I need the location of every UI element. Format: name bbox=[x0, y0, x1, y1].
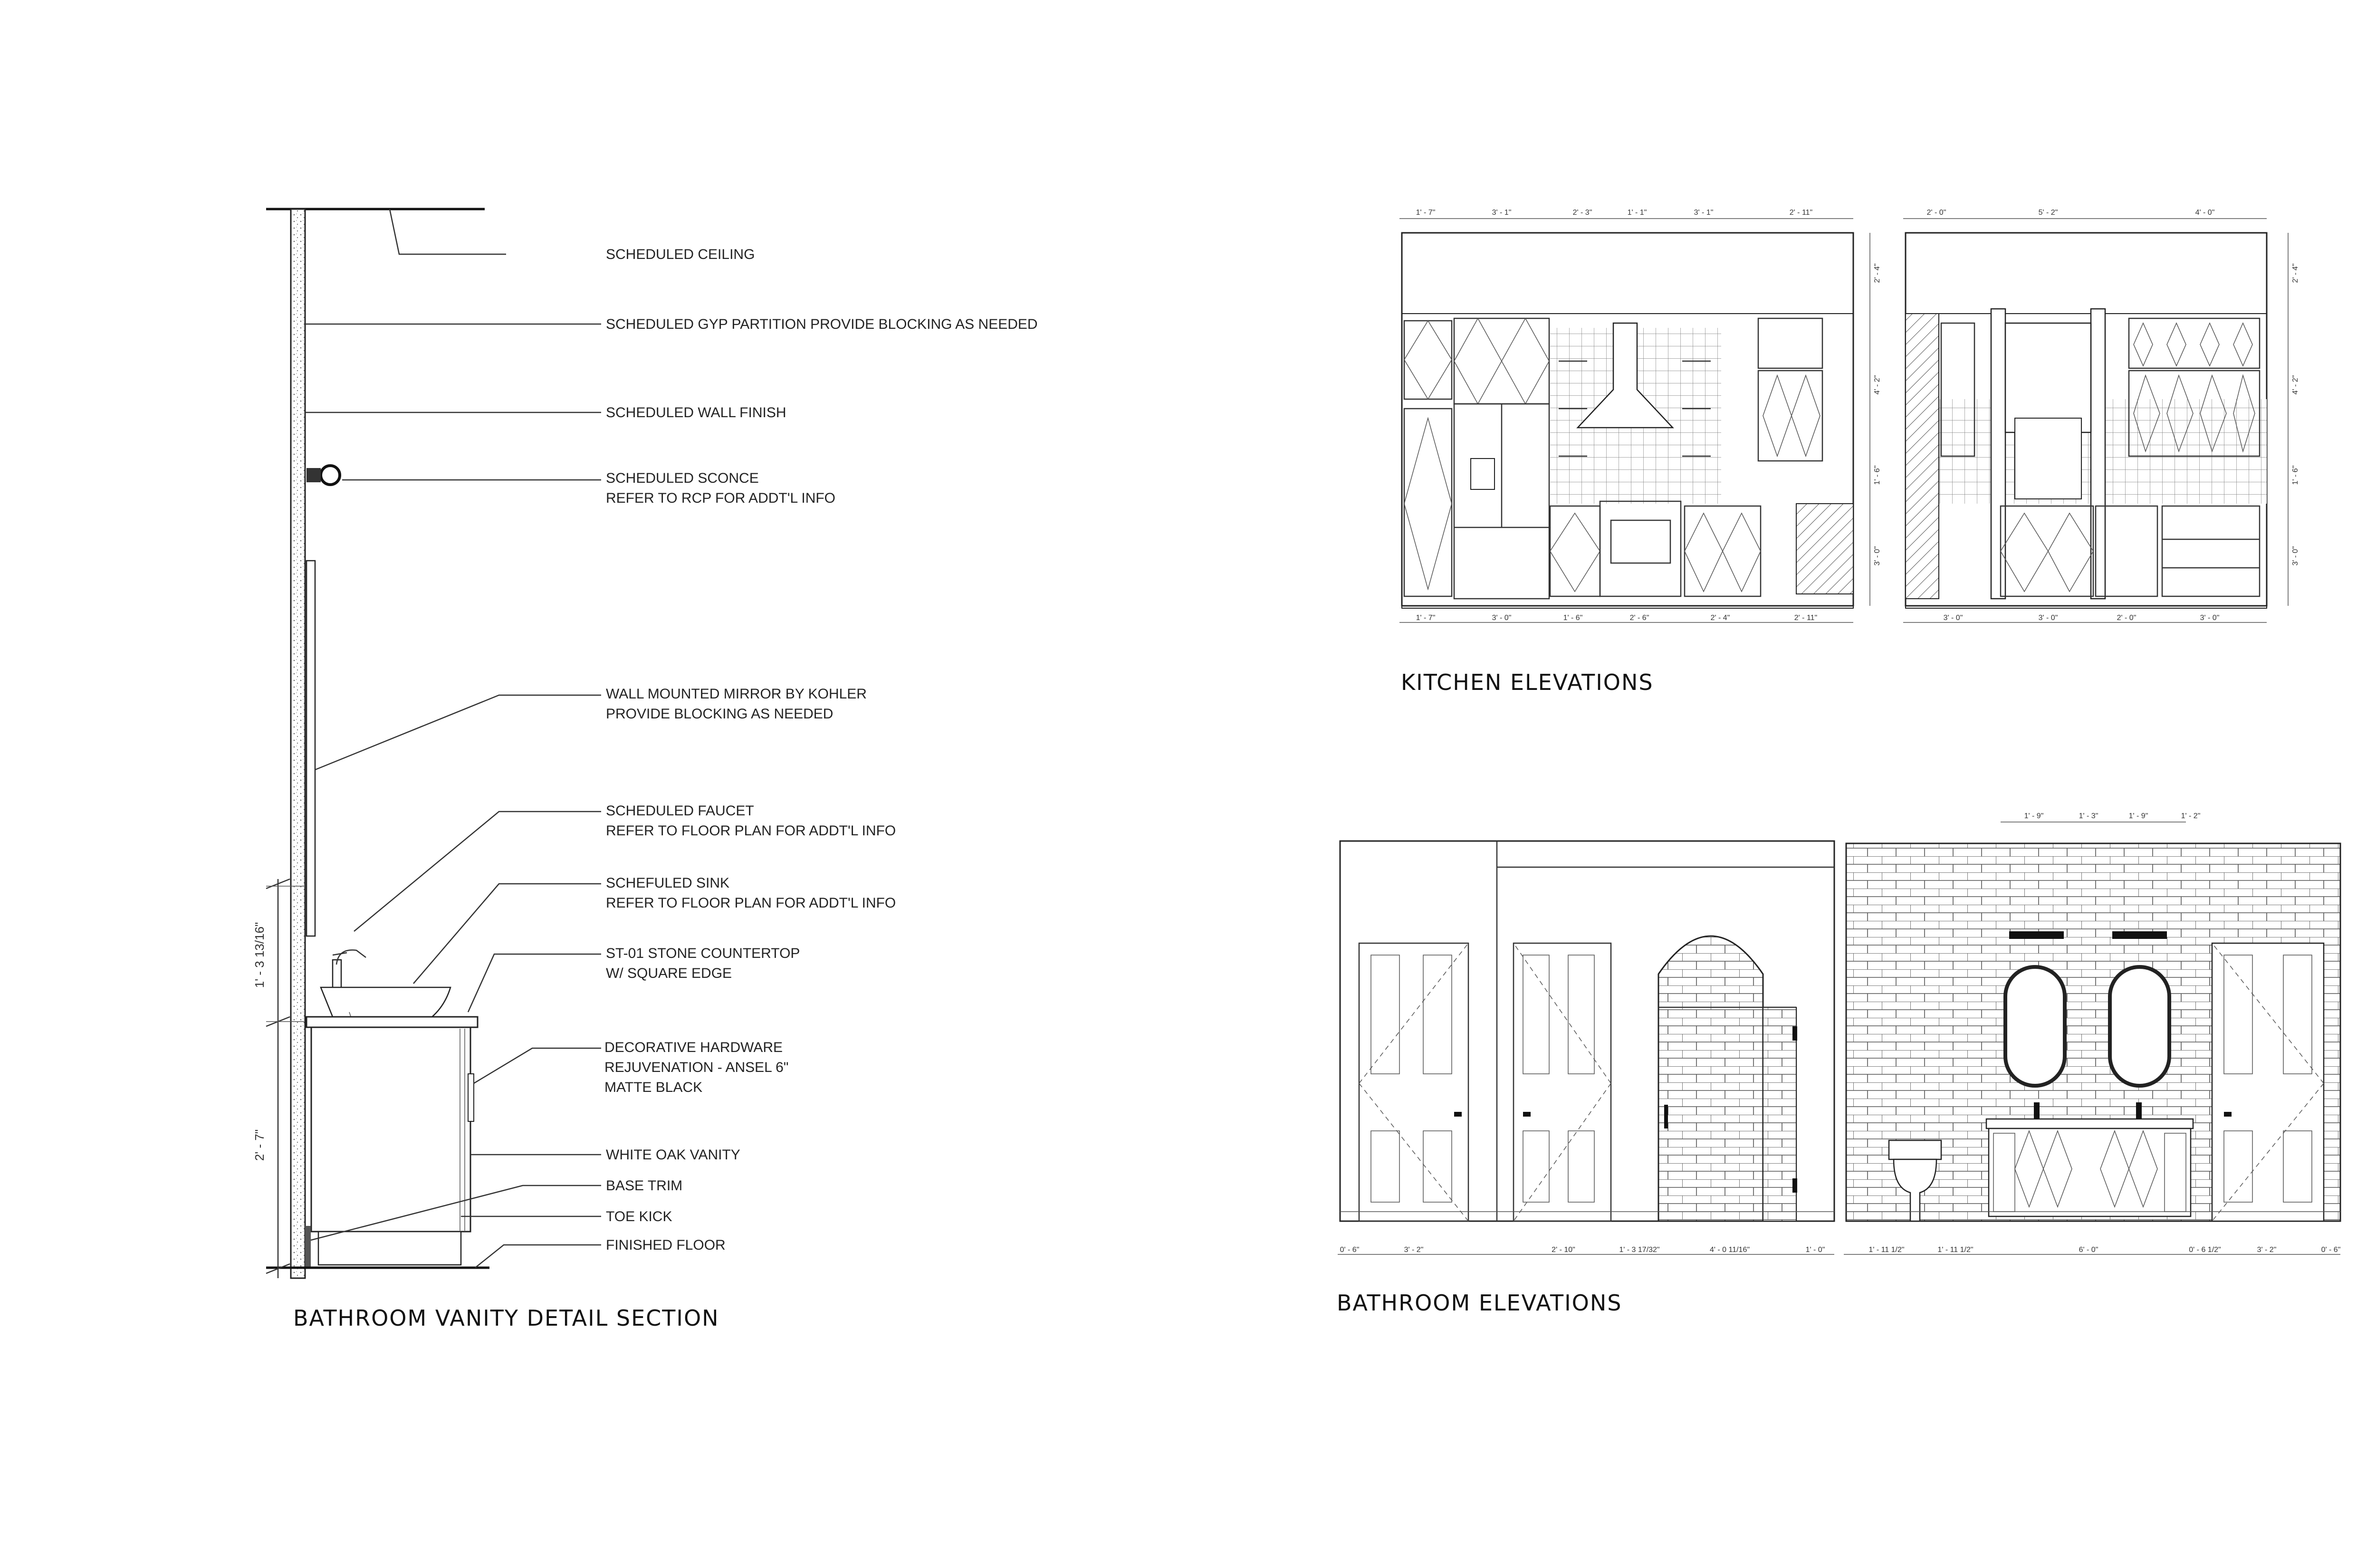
kitchen-elevations bbox=[1399, 209, 2299, 695]
label-sconce: SCHEDULED SCONCE bbox=[606, 470, 759, 486]
shower-door-handle bbox=[1664, 1105, 1668, 1128]
label-scheduled-ceiling: SCHEDULED CEILING bbox=[606, 247, 755, 262]
kl-top-dim-6: 2' - 11" bbox=[1789, 209, 1813, 217]
label-wall-finish: SCHEDULED WALL FINISH bbox=[606, 405, 786, 421]
kr-side-dim-3: 1' - 6" bbox=[2291, 465, 2299, 485]
kl-bot-dim-1: 1' - 7" bbox=[1416, 614, 1436, 622]
k-side-dim-1: 2' - 4" bbox=[1873, 263, 1881, 283]
oval-mirror-right bbox=[2110, 967, 2169, 1086]
wall-end-hatch bbox=[1906, 314, 1939, 599]
bathroom-elevation-right bbox=[1844, 822, 2340, 1254]
kitchen-elevation-left bbox=[1399, 219, 1870, 622]
bl-bot-dim-3: 2' - 10" bbox=[1552, 1246, 1575, 1254]
label-base-trim: BASE TRIM bbox=[606, 1178, 683, 1194]
kitchen-window bbox=[2005, 323, 2091, 432]
bl-bot-dim-6: 1' - 0" bbox=[1805, 1246, 1825, 1254]
br-bot-dim-2: 1' - 11 1/2" bbox=[1937, 1246, 1974, 1254]
br-bot-dim-3: 6' - 0" bbox=[2079, 1246, 2098, 1254]
kl-bot-dim-5: 2' - 4" bbox=[1710, 614, 1730, 622]
end-panel-hatch bbox=[1796, 504, 1853, 594]
vanity-section-detail bbox=[252, 209, 1038, 1331]
bl-bot-dim-1: 0' - 6" bbox=[1340, 1246, 1360, 1254]
label-mirror-note: PROVIDE BLOCKING AS NEEDED bbox=[606, 706, 834, 722]
kr-bot-dim-2: 3' - 0" bbox=[2038, 614, 2058, 622]
label-toe-kick: TOE KICK bbox=[606, 1209, 672, 1224]
kr-side-dim-4: 3' - 0" bbox=[2291, 546, 2299, 566]
kr-bot-dim-3: 2' - 0" bbox=[2117, 614, 2136, 622]
bl-bot-dim-5: 4' - 0 11/16" bbox=[1709, 1246, 1750, 1254]
bathroom-elevations bbox=[1337, 812, 2340, 1316]
dim-faucet-height: 1' - 3 13/16" bbox=[252, 922, 267, 988]
kr-top-dim-1: 2' - 0" bbox=[1926, 209, 1946, 217]
section-labels bbox=[604, 247, 1038, 1253]
toe-kick bbox=[318, 1232, 461, 1265]
label-sink: SCHEFULED SINK bbox=[606, 875, 730, 891]
white-oak-vanity bbox=[311, 1027, 470, 1232]
br-bot-dim-5: 3' - 2" bbox=[2257, 1246, 2277, 1254]
br-top-dim-1: 1' - 9" bbox=[2024, 812, 2044, 820]
bathroom-title: BATHROOM ELEVATIONS bbox=[1337, 1290, 1622, 1316]
bl-bot-dim-4: 1' - 3 17/32" bbox=[1619, 1246, 1660, 1254]
label-hardware: DECORATIVE HARDWARE bbox=[604, 1040, 783, 1055]
label-faucet: SCHEDULED FAUCET bbox=[606, 803, 754, 819]
kl-bot-dim-6: 2' - 11" bbox=[1794, 614, 1818, 622]
section-title: BATHROOM VANITY DETAIL SECTION bbox=[293, 1305, 719, 1331]
kr-side-dim-2: 4' - 2" bbox=[2291, 375, 2299, 395]
kitchen-title: KITCHEN ELEVATIONS bbox=[1401, 669, 1654, 695]
bathroom-elevation-left bbox=[1338, 841, 1834, 1254]
kl-bot-dim-4: 2' - 6" bbox=[1629, 614, 1649, 622]
kitchen-elevation-right bbox=[1903, 219, 2288, 622]
kr-bot-dim-1: 3' - 0" bbox=[1943, 614, 1963, 622]
sconce-right-icon bbox=[2112, 931, 2167, 939]
label-hardware-finish: MATTE BLACK bbox=[604, 1080, 703, 1095]
base-trim bbox=[305, 1226, 311, 1269]
label-vanity: WHITE OAK VANITY bbox=[606, 1147, 740, 1163]
door-right bbox=[2212, 943, 2324, 1221]
sconce-left-icon bbox=[2009, 931, 2064, 939]
bl-bot-dim-2: 3' - 2" bbox=[1404, 1246, 1424, 1254]
kl-top-dim-1: 1' - 7" bbox=[1416, 209, 1436, 217]
br-bot-dim-1: 1' - 11 1/2" bbox=[1868, 1246, 1905, 1254]
br-top-dim-3: 1' - 9" bbox=[2128, 812, 2148, 820]
dim-counter-height: 2' - 7" bbox=[252, 1129, 267, 1161]
kl-top-dim-3: 2' - 3" bbox=[1572, 209, 1592, 217]
sconce-mount bbox=[307, 468, 321, 482]
label-finished-floor: FINISHED FLOOR bbox=[606, 1237, 726, 1253]
label-countertop: ST-01 STONE COUNTERTOP bbox=[606, 946, 800, 961]
oval-mirror-left bbox=[2005, 967, 2065, 1086]
kr-bot-dim-4: 3' - 0" bbox=[2200, 614, 2220, 622]
br-top-dim-4: 1' - 2" bbox=[2181, 812, 2201, 820]
label-mirror: WALL MOUNTED MIRROR BY KOHLER bbox=[606, 686, 867, 702]
label-sconce-note: REFER TO RCP FOR ADDT'L INFO bbox=[606, 490, 836, 506]
label-sink-note: REFER TO FLOOR PLAN FOR ADDT'L INFO bbox=[606, 895, 896, 911]
kl-bot-dim-2: 3' - 0" bbox=[1492, 614, 1512, 622]
kr-top-dim-2: 5' - 2" bbox=[2038, 209, 2058, 217]
label-hardware-model: REJUVENATION - ANSEL 6" bbox=[604, 1060, 789, 1075]
k-side-dim-3: 1' - 6" bbox=[1873, 465, 1881, 485]
faucet-icon bbox=[333, 950, 366, 988]
label-gyp-partition: SCHEDULED GYP PARTITION PROVIDE BLOCKING AS NEEDED bbox=[606, 316, 1038, 332]
kl-top-dim-4: 1' - 1" bbox=[1627, 209, 1647, 217]
kr-top-dim-3: 4' - 0" bbox=[2195, 209, 2215, 217]
wall-mirror bbox=[307, 561, 315, 936]
kr-side-dim-1: 2' - 4" bbox=[2291, 263, 2299, 283]
faucet-left-icon bbox=[2034, 1102, 2040, 1119]
br-bot-dim-4: 0' - 6 1/2" bbox=[2189, 1246, 2221, 1254]
label-countertop-note: W/ SQUARE EDGE bbox=[606, 966, 732, 981]
br-bot-dim-6: 0' - 6" bbox=[2321, 1246, 2341, 1254]
sconce-icon bbox=[321, 466, 340, 485]
decorative-hardware bbox=[468, 1074, 474, 1121]
kl-top-dim-5: 3' - 1" bbox=[1694, 209, 1714, 217]
faucet-right-icon bbox=[2136, 1102, 2142, 1119]
k-side-dim-4: 3' - 0" bbox=[1873, 546, 1881, 566]
k-side-dim-2: 4' - 2" bbox=[1873, 375, 1881, 395]
kl-top-dim-2: 3' - 1" bbox=[1492, 209, 1512, 217]
label-faucet-note: REFER TO FLOOR PLAN FOR ADDT'L INFO bbox=[606, 823, 896, 839]
ice-dispenser bbox=[1471, 459, 1495, 489]
stone-countertop bbox=[307, 1017, 478, 1027]
br-top-dim-2: 1' - 3" bbox=[2079, 812, 2098, 820]
gyp-partition-wall bbox=[291, 209, 305, 1278]
kl-bot-dim-3: 1' - 6" bbox=[1563, 614, 1583, 622]
double-vanity bbox=[1986, 1102, 2193, 1216]
